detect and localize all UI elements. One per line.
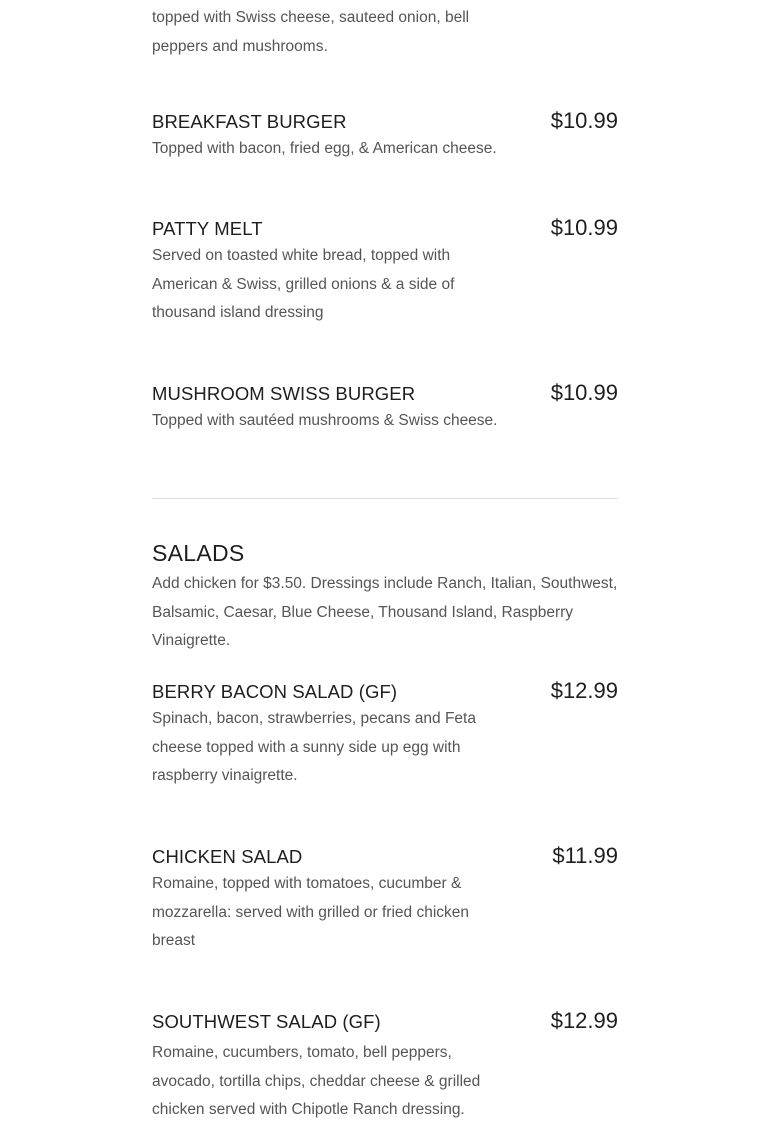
menu-item-price: $11.99 <box>552 843 618 868</box>
menu-item-description: Romaine, cucumbers, tomato, bell peppers, avocado, tortilla chips, cheddar cheese & grilled chicken served with Chipotle Ranch dressing. <box>152 1044 481 1119</box>
menu-item-name: SOUTHWEST SALAD (GF) <box>152 1011 381 1032</box>
menu-item-header <box>152 844 618 870</box>
menu-item-name: PATTY MELT <box>152 218 263 239</box>
menu-item-header <box>152 109 618 135</box>
menu-item-breakfast-burger <box>152 108 618 157</box>
menu-item-description: Romaine, topped with tomatoes, cucumber & mozzarella: served with grilled or fried chicken breast <box>152 875 470 950</box>
menu-item-patty-melt <box>152 215 618 322</box>
continued-item-description: topped with Swiss cheese, sauteed onion, bell peppers and mushrooms. <box>152 9 470 55</box>
section-divider <box>152 498 618 499</box>
section-title-salads: SALADS <box>152 540 245 566</box>
menu-item-chicken-salad <box>152 843 618 950</box>
menu-item-header <box>152 381 618 407</box>
menu-item-header <box>152 216 618 242</box>
menu-item-southwest-salad <box>152 1008 618 1119</box>
menu-item-description: Served on toasted white bread, topped with American & Swiss, grilled onions & a side of thousand island dressing <box>152 247 455 322</box>
menu-item-description: Topped with sautéed mushrooms & Swiss cheese. <box>152 412 498 429</box>
menu-item-price: $10.99 <box>550 108 618 133</box>
menu-item-mushroom-swiss-burger <box>152 380 618 429</box>
section-note: Add chicken for $3.50. Dressings include Ranch, Italian, Southwest, Balsamic, Caesar, Blue Cheese, Thousand Island, Raspberry Vinaigrette. <box>152 575 618 650</box>
menu-item-name: BREAKFAST BURGER <box>152 111 347 132</box>
menu-item-name: CHICKEN SALAD <box>152 846 303 867</box>
menu-item-price: $10.99 <box>550 215 618 240</box>
menu-item-price: $12.99 <box>550 1008 618 1033</box>
menu-item-price: $12.99 <box>550 678 618 703</box>
menu-item-header <box>152 679 618 705</box>
menu-item-description: Spinach, bacon, strawberries, pecans and Feta cheese topped with a sunny side up egg with raspberry vinaigrette. <box>152 710 476 785</box>
menu-item-berry-bacon-salad <box>152 678 618 785</box>
menu-item-price: $10.99 <box>550 380 618 405</box>
menu-item-name: MUSHROOM SWISS BURGER <box>152 383 416 404</box>
menu-item-description: Topped with bacon, fried egg, & American cheese. <box>152 140 497 157</box>
menu-item-header <box>152 1009 618 1035</box>
menu-item-name: BERRY BACON SALAD (GF) <box>152 681 398 702</box>
